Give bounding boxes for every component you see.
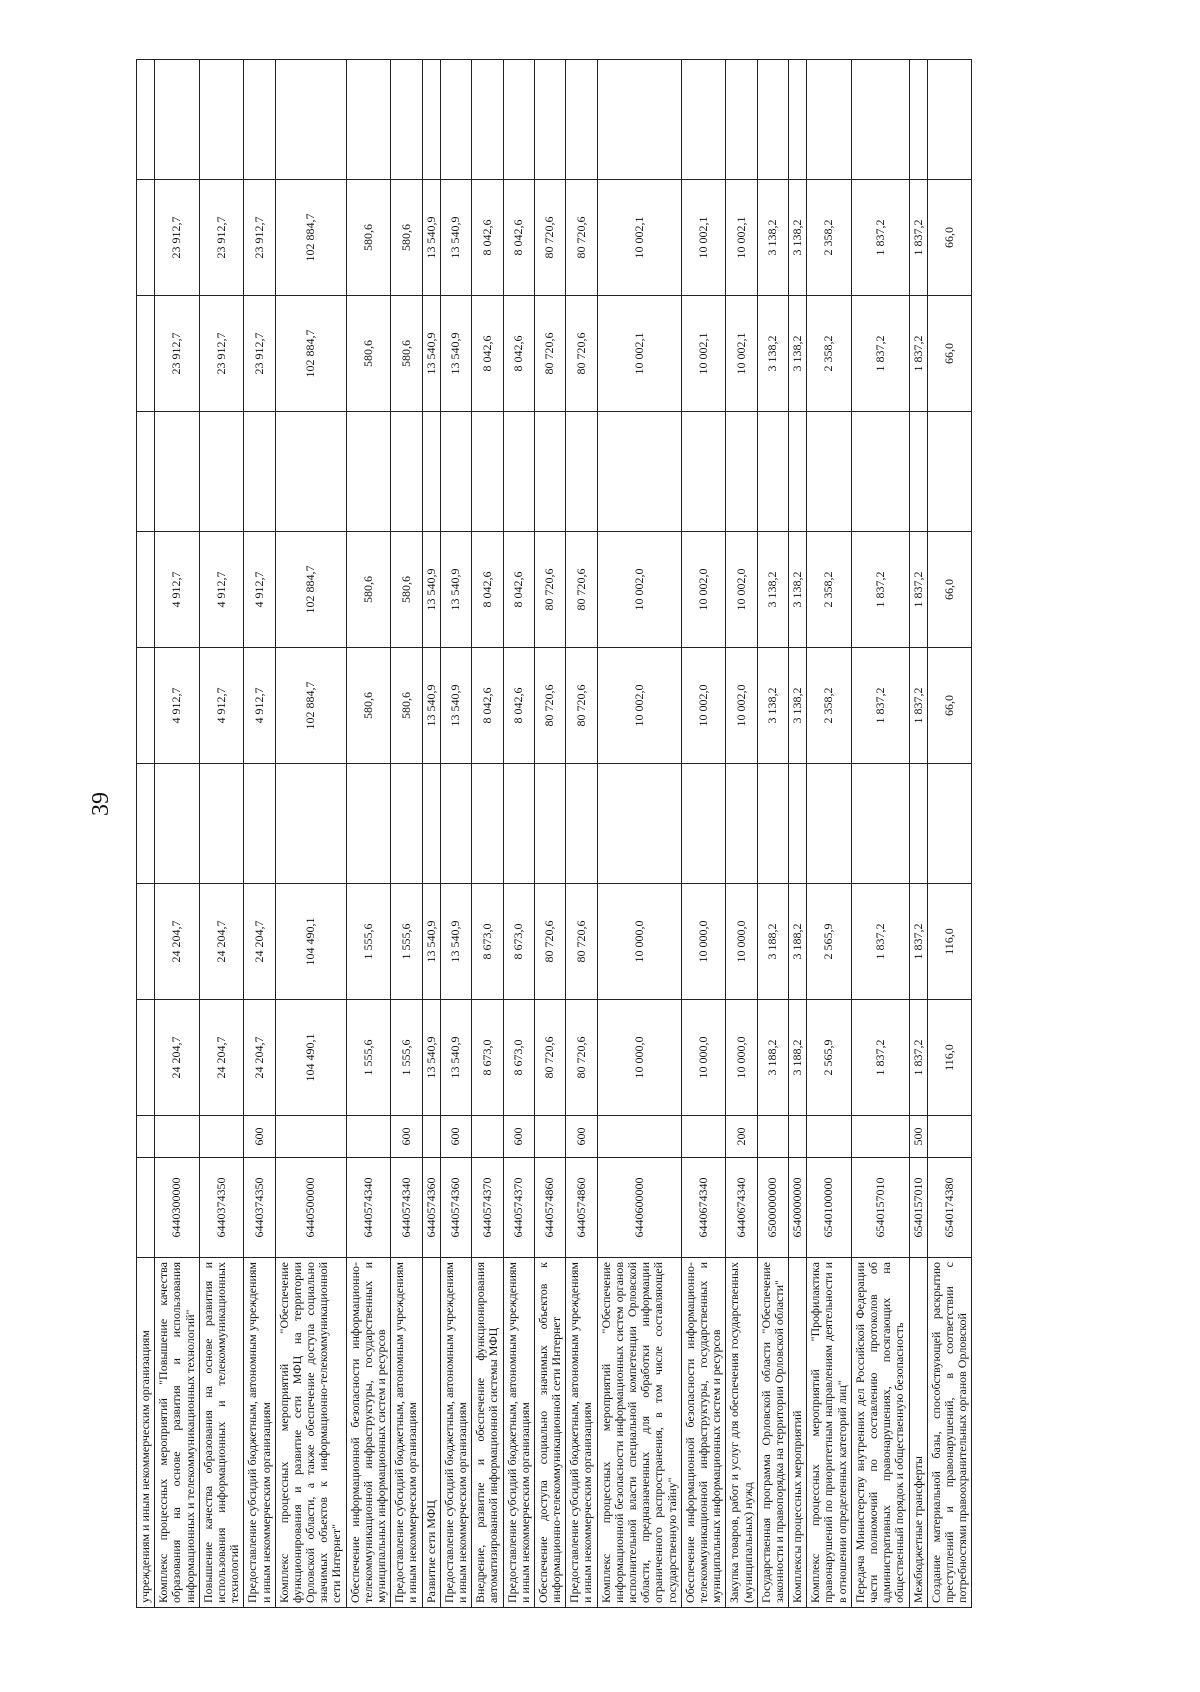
cell-v7: 1 837,2 (851, 296, 909, 412)
cell-vr (346, 1116, 391, 1158)
table-row (503, 60, 534, 1608)
cell-v8: 10 002,1 (597, 180, 681, 296)
cell-v1: 24 204,7 (244, 1000, 275, 1116)
cell-v1: 24 204,7 (199, 1000, 244, 1116)
cell-v9 (807, 60, 852, 180)
cell-v2: 1 837,2 (909, 884, 927, 1000)
cell-v5: 10 002,0 (597, 532, 681, 648)
table-row (440, 60, 471, 1608)
cell-v8: 23 912,7 (244, 180, 275, 296)
cell-v4: 4 912,7 (244, 648, 275, 764)
cell-v3 (534, 764, 565, 884)
table-row (851, 60, 909, 1608)
cell-vr (155, 1116, 200, 1158)
cell-v8: 102 884,7 (275, 180, 346, 296)
budget-table (136, 59, 972, 1608)
cell-code: 6440574860 (534, 1158, 565, 1258)
cell-v6 (909, 412, 927, 532)
cell-v3 (597, 764, 681, 884)
cell-v6 (440, 412, 471, 532)
cell-name: Комплексы процессных мероприятий (789, 1258, 807, 1608)
cell-v2: 1 555,6 (391, 884, 422, 1000)
cell-v3 (851, 764, 909, 884)
cell-vr (789, 1116, 807, 1158)
cell-code: 6440674340 (726, 1158, 757, 1258)
cell-code: 6440300000 (155, 1158, 200, 1258)
cell-v6 (726, 412, 757, 532)
cell-v5: 10 002,0 (681, 532, 726, 648)
cell-vr: 600 (566, 1116, 597, 1158)
table-row (137, 60, 155, 1608)
table-row (199, 60, 244, 1608)
cell-v7: 102 884,7 (275, 296, 346, 412)
cell-v6 (275, 412, 346, 532)
cell-v8: 10 002,1 (726, 180, 757, 296)
cell-name: Развитие сети МФЦ (422, 1258, 440, 1608)
cell-v2: 116,0 (927, 884, 972, 1000)
cell-v3 (503, 764, 534, 884)
cell-v8: 23 912,7 (155, 180, 200, 296)
cell-v4: 580,6 (346, 648, 391, 764)
cell-v3 (391, 764, 422, 884)
cell-v7: 10 002,1 (681, 296, 726, 412)
cell-v9 (927, 60, 972, 180)
cell-v5: 10 002,0 (726, 532, 757, 648)
table-row (534, 60, 565, 1608)
cell-code: 6440574360 (422, 1158, 440, 1258)
cell-v3 (155, 764, 200, 884)
cell-v1: 3 188,2 (757, 1000, 788, 1116)
table-row (726, 60, 757, 1608)
cell-code: 6440574360 (440, 1158, 471, 1258)
cell-v2: 3 188,2 (757, 884, 788, 1000)
cell-v7: 8 042,6 (503, 296, 534, 412)
cell-v8: 8 042,6 (503, 180, 534, 296)
cell-code: 6500000000 (757, 1158, 788, 1258)
cell-v9 (566, 60, 597, 180)
cell-v6 (472, 412, 503, 532)
cell-v3 (789, 764, 807, 884)
cell-vr: 600 (244, 1116, 275, 1158)
table-row (597, 60, 681, 1608)
cell-v6 (199, 412, 244, 532)
cell-v2: 2 565,9 (807, 884, 852, 1000)
cell-v8: 8 042,6 (472, 180, 503, 296)
cell-code: 6540174380 (927, 1158, 972, 1258)
cell-code: 6440574860 (566, 1158, 597, 1258)
cell-v7: 8 042,6 (472, 296, 503, 412)
cell-v1: 10 000,0 (726, 1000, 757, 1116)
cell-v1: 24 204,7 (155, 1000, 200, 1116)
cell-v4: 1 837,2 (851, 648, 909, 764)
cell-v9 (199, 60, 244, 180)
cell-vr: 200 (726, 1116, 757, 1158)
cell-v5: 4 912,7 (199, 532, 244, 648)
cell-name: Передача Министерству внутренних дел Российской Федерации части полномочий по составлению протоколов об административных правонарушениях, посягающих на общественный порядок и общественную безопасность (851, 1258, 909, 1608)
cell-v8: 80 720,6 (566, 180, 597, 296)
cell-v2: 13 540,9 (422, 884, 440, 1000)
cell-v7: 80 720,6 (534, 296, 565, 412)
cell-v7: 580,6 (391, 296, 422, 412)
cell-v6 (422, 412, 440, 532)
table-row (789, 60, 807, 1608)
cell-v7: 10 002,1 (726, 296, 757, 412)
cell-v4 (137, 648, 155, 764)
cell-v4: 8 042,6 (503, 648, 534, 764)
cell-v7: 23 912,7 (244, 296, 275, 412)
cell-v4: 66,0 (927, 648, 972, 764)
cell-v5: 66,0 (927, 532, 972, 648)
cell-v6 (391, 412, 422, 532)
cell-code: 6440374350 (199, 1158, 244, 1258)
cell-v8: 13 540,9 (422, 180, 440, 296)
cell-v1: 1 837,2 (851, 1000, 909, 1116)
cell-v9 (422, 60, 440, 180)
cell-v3 (422, 764, 440, 884)
cell-v9 (472, 60, 503, 180)
table-row (807, 60, 852, 1608)
cell-v7: 23 912,7 (199, 296, 244, 412)
cell-code: 6440374350 (244, 1158, 275, 1258)
cell-name: Создание материальной базы, способствующей раскрытию преступлений и правонарушений, в соответствии с потребностями правоохранительных органов Орловской (927, 1258, 972, 1608)
cell-v3 (244, 764, 275, 884)
cell-v3 (807, 764, 852, 884)
cell-v2: 80 720,6 (534, 884, 565, 1000)
cell-v7: 80 720,6 (566, 296, 597, 412)
cell-v7: 3 138,2 (757, 296, 788, 412)
cell-name: Закупка товаров, работ и услуг для обеспечения государственных (муниципальных) нужд (726, 1258, 757, 1608)
cell-v8: 1 837,2 (909, 180, 927, 296)
cell-v6 (789, 412, 807, 532)
table-row (422, 60, 440, 1608)
cell-v8: 66,0 (927, 180, 972, 296)
cell-v6 (244, 412, 275, 532)
cell-v2: 24 204,7 (155, 884, 200, 1000)
cell-v6 (137, 412, 155, 532)
cell-v3 (757, 764, 788, 884)
cell-v1: 1 837,2 (909, 1000, 927, 1116)
cell-v4: 10 002,0 (726, 648, 757, 764)
cell-v4: 13 540,9 (422, 648, 440, 764)
cell-v8 (137, 180, 155, 296)
cell-code: 6540000000 (789, 1158, 807, 1258)
cell-v2: 13 540,9 (440, 884, 471, 1000)
cell-v4: 580,6 (391, 648, 422, 764)
cell-v1: 3 188,2 (789, 1000, 807, 1116)
cell-v7: 66,0 (927, 296, 972, 412)
cell-v5: 580,6 (346, 532, 391, 648)
cell-vr: 600 (440, 1116, 471, 1158)
cell-v9 (681, 60, 726, 180)
cell-v2 (137, 884, 155, 1000)
cell-v3 (137, 764, 155, 884)
cell-v5: 4 912,7 (244, 532, 275, 648)
cell-v8: 2 358,2 (807, 180, 852, 296)
cell-v1: 13 540,9 (422, 1000, 440, 1116)
cell-v3 (346, 764, 391, 884)
cell-vr (137, 1116, 155, 1158)
cell-v5: 102 884,7 (275, 532, 346, 648)
budget-table-container (136, 78, 1056, 1608)
cell-v2: 10 000,0 (597, 884, 681, 1000)
cell-v2: 104 490,1 (275, 884, 346, 1000)
cell-vr: 500 (909, 1116, 927, 1158)
cell-code: 6440600000 (597, 1158, 681, 1258)
cell-v2: 8 673,0 (472, 884, 503, 1000)
cell-v5 (137, 532, 155, 648)
cell-v9 (137, 60, 155, 180)
cell-v1 (137, 1000, 155, 1116)
cell-vr (472, 1116, 503, 1158)
table-row (566, 60, 597, 1608)
cell-code: 6540157010 (909, 1158, 927, 1258)
cell-code: 6440674340 (681, 1158, 726, 1258)
cell-v3 (440, 764, 471, 884)
cell-v1: 8 673,0 (503, 1000, 534, 1116)
cell-v2: 24 204,7 (199, 884, 244, 1000)
cell-v7: 13 540,9 (422, 296, 440, 412)
cell-name: Повышение качества образования на основе развития и использования информационных и телекоммуникационных технологий (199, 1258, 244, 1608)
cell-v8: 13 540,9 (440, 180, 471, 296)
cell-code (137, 1158, 155, 1258)
cell-v5: 80 720,6 (566, 532, 597, 648)
cell-v8: 3 138,2 (757, 180, 788, 296)
cell-v5: 1 837,2 (851, 532, 909, 648)
cell-v9 (534, 60, 565, 180)
cell-v4: 13 540,9 (440, 648, 471, 764)
cell-vr (851, 1116, 909, 1158)
cell-v2: 8 673,0 (503, 884, 534, 1000)
cell-v9 (726, 60, 757, 180)
cell-v5: 4 912,7 (155, 532, 200, 648)
cell-v6 (534, 412, 565, 532)
cell-v7: 2 358,2 (807, 296, 852, 412)
cell-v8: 1 837,2 (851, 180, 909, 296)
cell-vr (199, 1116, 244, 1158)
cell-v9 (275, 60, 346, 180)
cell-v6 (851, 412, 909, 532)
cell-v3 (726, 764, 757, 884)
cell-v3 (275, 764, 346, 884)
cell-v6 (566, 412, 597, 532)
cell-v3 (566, 764, 597, 884)
table-row (472, 60, 503, 1608)
cell-v3 (909, 764, 927, 884)
cell-v8: 580,6 (391, 180, 422, 296)
cell-v4: 8 042,6 (472, 648, 503, 764)
cell-name: учреждениям и иным некоммерческим организациям (137, 1258, 155, 1608)
cell-name: Обеспечение информационной безопасности информационно-телекоммуникационной инфраструктуры, государственных и муниципальных информационных систем и ресурсов (681, 1258, 726, 1608)
cell-v9 (440, 60, 471, 180)
cell-v1: 116,0 (927, 1000, 972, 1116)
cell-name: Комплекс процессных мероприятий "Повышение качества образования на основе развития и использования информационных и телекоммуникационных технологий" (155, 1258, 200, 1608)
cell-v6 (597, 412, 681, 532)
cell-name: Предоставление субсидий бюджетным, автономным учреждениям и иным некоммерческим организациям (503, 1258, 534, 1608)
cell-code: 6440574370 (472, 1158, 503, 1258)
cell-name: Комплекс процессных мероприятий "Профилактика правонарушений по приоритетным направлениям деятельности и в отношении определенных категорий лиц" (807, 1258, 852, 1608)
table-row (909, 60, 927, 1608)
cell-v4: 10 002,0 (681, 648, 726, 764)
cell-v6 (757, 412, 788, 532)
cell-v5: 2 358,2 (807, 532, 852, 648)
cell-v5: 8 042,6 (472, 532, 503, 648)
cell-v2: 3 188,2 (789, 884, 807, 1000)
cell-v7: 580,6 (346, 296, 391, 412)
cell-v8: 23 912,7 (199, 180, 244, 296)
cell-vr (275, 1116, 346, 1158)
cell-v1: 80 720,6 (566, 1000, 597, 1116)
cell-vr (534, 1116, 565, 1158)
cell-name: Внедрение, развитие и обеспечение функционирования автоматизированной информационной системы МФЦ (472, 1258, 503, 1608)
cell-v4: 80 720,6 (566, 648, 597, 764)
cell-v3 (199, 764, 244, 884)
cell-v7: 10 002,1 (597, 296, 681, 412)
cell-v4: 1 837,2 (909, 648, 927, 764)
cell-v4: 102 884,7 (275, 648, 346, 764)
cell-v1: 1 555,6 (391, 1000, 422, 1116)
cell-v9 (909, 60, 927, 180)
page-number: 39 (88, 792, 114, 816)
cell-v9 (155, 60, 200, 180)
table-row (681, 60, 726, 1608)
cell-v9 (597, 60, 681, 180)
cell-v5: 1 837,2 (909, 532, 927, 648)
cell-v6 (807, 412, 852, 532)
cell-v8: 580,6 (346, 180, 391, 296)
cell-v2: 1 837,2 (851, 884, 909, 1000)
cell-vr (807, 1116, 852, 1158)
cell-vr (927, 1116, 972, 1158)
cell-v8: 10 002,1 (681, 180, 726, 296)
cell-v4: 80 720,6 (534, 648, 565, 764)
cell-v1: 13 540,9 (440, 1000, 471, 1116)
cell-v6 (681, 412, 726, 532)
cell-v6 (927, 412, 972, 532)
cell-v1: 80 720,6 (534, 1000, 565, 1116)
cell-code: 6440574370 (503, 1158, 534, 1258)
cell-v2: 1 555,6 (346, 884, 391, 1000)
table-row (757, 60, 788, 1608)
cell-vr (757, 1116, 788, 1158)
cell-vr (681, 1116, 726, 1158)
cell-v4: 3 138,2 (757, 648, 788, 764)
cell-v1: 2 565,9 (807, 1000, 852, 1116)
cell-v4: 4 912,7 (155, 648, 200, 764)
table-row (155, 60, 200, 1608)
cell-v9 (346, 60, 391, 180)
cell-v3 (681, 764, 726, 884)
cell-v5: 80 720,6 (534, 532, 565, 648)
cell-v5: 13 540,9 (440, 532, 471, 648)
cell-vr (597, 1116, 681, 1158)
cell-name: Комплекс процессных мероприятий "Обеспечение функционирования и развитие сети МФЦ на территории Орловской области, а также обеспечение доступа социально значимых объектов к информационно-телекоммуникационной сети Интернет" (275, 1258, 346, 1608)
cell-v5: 8 042,6 (503, 532, 534, 648)
cell-v2: 10 000,0 (681, 884, 726, 1000)
cell-name: Комплекс процессных мероприятий "Обеспечение информационной безопасности информационных систем органов исполнительной власти специальной компетенции Орловской области, предназначенных для обработки информации ограниченного распространения, в том числе составляющей государственную тайну" (597, 1258, 681, 1608)
cell-v7: 23 912,7 (155, 296, 200, 412)
cell-v3 (927, 764, 972, 884)
cell-v1: 1 555,6 (346, 1000, 391, 1116)
cell-v5: 3 138,2 (789, 532, 807, 648)
cell-vr: 600 (391, 1116, 422, 1158)
cell-v9 (503, 60, 534, 180)
cell-v1: 10 000,0 (681, 1000, 726, 1116)
cell-v8: 3 138,2 (789, 180, 807, 296)
cell-v1: 104 490,1 (275, 1000, 346, 1116)
cell-vr: 600 (503, 1116, 534, 1158)
cell-v9 (757, 60, 788, 180)
cell-code: 6540100000 (807, 1158, 852, 1258)
table-row (275, 60, 346, 1608)
cell-v6 (503, 412, 534, 532)
table-row (391, 60, 422, 1608)
table-row (927, 60, 972, 1608)
cell-name: Предоставление субсидий бюджетным, автономным учреждениям и иным некоммерческим организациям (391, 1258, 422, 1608)
cell-v6 (346, 412, 391, 532)
cell-v2: 10 000,0 (726, 884, 757, 1000)
cell-name: Обеспечение доступа социально значимых объектов к информационно-телекоммуникационной сети Интернет (534, 1258, 565, 1608)
cell-v7: 1 837,2 (909, 296, 927, 412)
cell-name: Межбюджетные трансферты (909, 1258, 927, 1608)
cell-name: Предоставление субсидий бюджетным, автономным учреждениям и иным некоммерческим организациям (440, 1258, 471, 1608)
cell-v3 (472, 764, 503, 884)
cell-v4: 2 358,2 (807, 648, 852, 764)
cell-v4: 4 912,7 (199, 648, 244, 764)
cell-v7: 13 540,9 (440, 296, 471, 412)
cell-name: Государственная программа Орловской области "Обеспечение законности и правопорядка на территории Орловской области" (757, 1258, 788, 1608)
cell-v7: 3 138,2 (789, 296, 807, 412)
cell-v9 (244, 60, 275, 180)
cell-v4: 10 002,0 (597, 648, 681, 764)
cell-v8: 80 720,6 (534, 180, 565, 296)
cell-name: Предоставление субсидий бюджетным, автономным учреждениям и иным некоммерческим организациям (566, 1258, 597, 1608)
cell-code: 6540157010 (851, 1158, 909, 1258)
cell-vr (422, 1116, 440, 1158)
cell-v5: 580,6 (391, 532, 422, 648)
table-row (244, 60, 275, 1608)
cell-v1: 8 673,0 (472, 1000, 503, 1116)
cell-code: 6440500000 (275, 1158, 346, 1258)
cell-v5: 13 540,9 (422, 532, 440, 648)
cell-v2: 80 720,6 (566, 884, 597, 1000)
cell-v9 (391, 60, 422, 180)
cell-v9 (789, 60, 807, 180)
cell-name: Предоставление субсидий бюджетным, автономным учреждениям и иным некоммерческим организациям (244, 1258, 275, 1608)
table-row (346, 60, 391, 1608)
cell-code: 6440574340 (391, 1158, 422, 1258)
cell-v5: 3 138,2 (757, 532, 788, 648)
cell-v2: 24 204,7 (244, 884, 275, 1000)
cell-v7 (137, 296, 155, 412)
cell-v4: 3 138,2 (789, 648, 807, 764)
cell-v1: 10 000,0 (597, 1000, 681, 1116)
cell-name: Обеспечение информационной безопасности информационно-телекоммуникационной инфраструктуры, государственных и муниципальных информационных систем и ресурсов (346, 1258, 391, 1608)
cell-code: 6440574340 (346, 1158, 391, 1258)
cell-v9 (851, 60, 909, 180)
cell-v6 (155, 412, 200, 532)
table-body (137, 60, 972, 1608)
